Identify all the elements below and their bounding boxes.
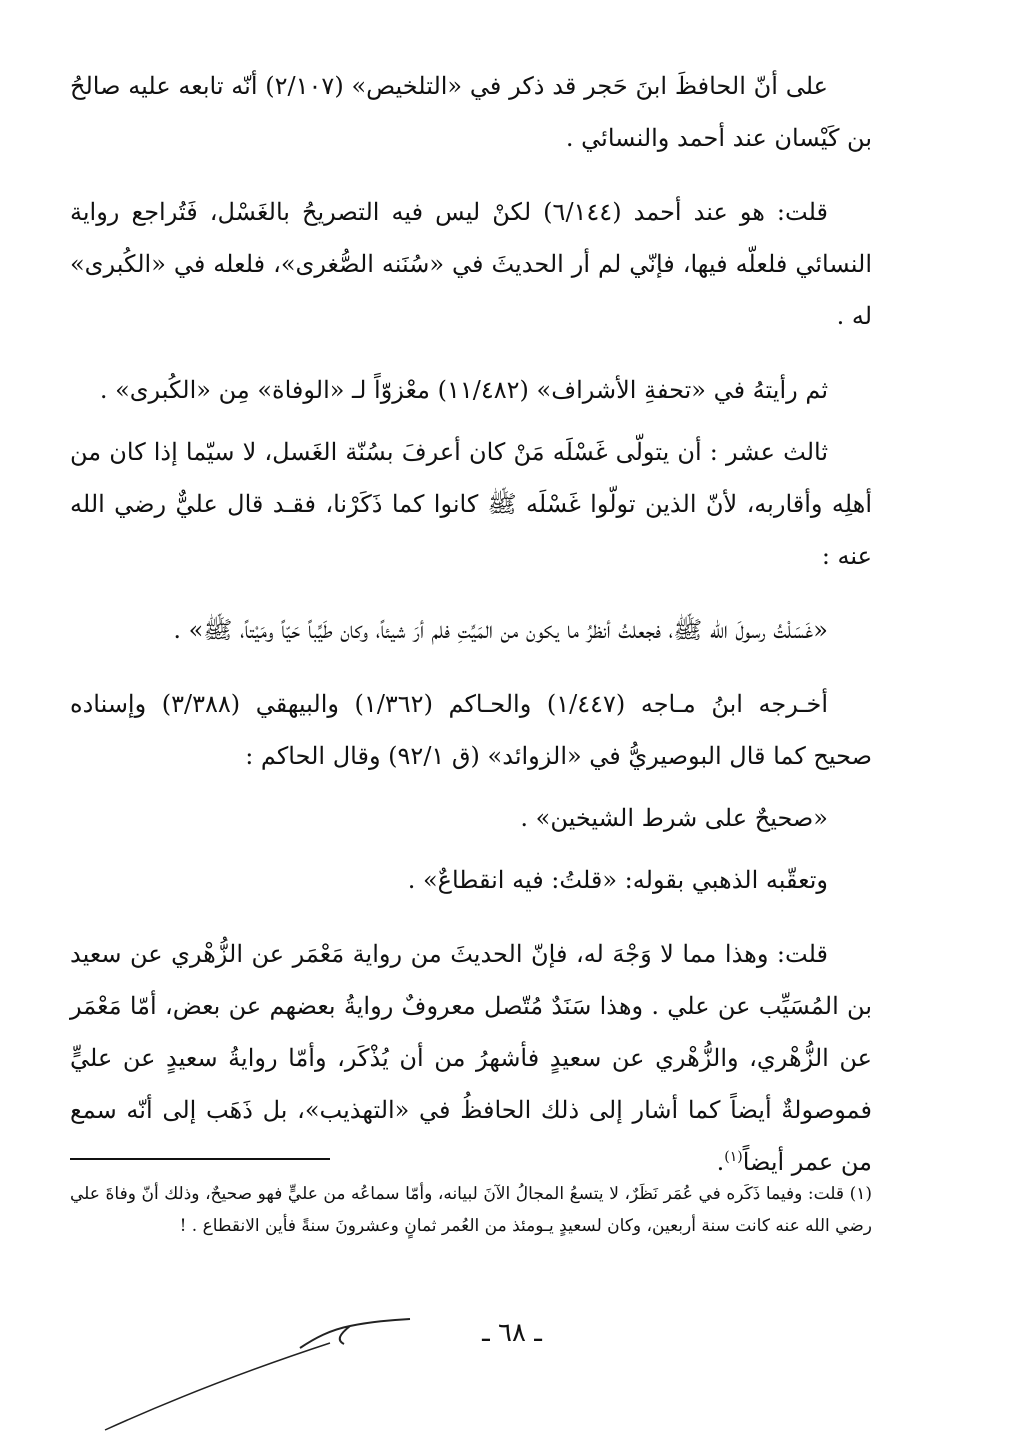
paragraph-6: أخـرجه ابنُ مـاجه (١/٤٤٧) والحـاكم (١/٣٦٢) والبيهقي (٣/٣٨٨) وإسناده صحيح كما قال البوصيريُّ في «الزوائد» (ق ٩٢/١) وقال الحاكم : bbox=[70, 690, 872, 770]
paragraph-9 bbox=[70, 928, 872, 1188]
paragraph-9-end: . bbox=[716, 1148, 725, 1176]
page-number: ـ ٦٨ ـ bbox=[482, 1318, 542, 1348]
footnote: (١) قلت: وفيما ذَكَره في عُمَر نَظَرٌ، لا يتسعُ المجالُ الآنَ لبيانه، وأمّا سماعُه من عليٍّ فهو صحيحٌ، وذلك أنّ وفاةَ علي رضي الله عنه كانت سنة أربعين، وكان لسعيدٍ يـومئذ من العُمر ثمانٍ وعشرونَ سنةً فأين الانقطاع . ! bbox=[70, 1184, 872, 1236]
paragraph-9-text: قلت: وهذا مما لا وَجْهَ له، فإنّ الحديثَ من رواية مَعْمَر عن الزُّهْري عن سعيد بن المُسَيِّب عن علي . وهذا سَنَدٌ مُتّصل معروفٌ روايةُ بعضهم عن بعض، أمّا مَعْمَر عن الزُّهْري، والزُّهْري عن سعيدٍ فأشهرُ من أن يُذْكَر، وأمّا روايةُ سعيدٍ عن عليٍّ فموصولةٌ أيضاً كما أشار إلى ذلك الحافظُ في «التهذيب»، بل ذَهَب إلى أنّه سمع من عمر أيضاً bbox=[70, 940, 873, 1176]
main-text bbox=[70, 60, 872, 1198]
quote-paragraph: «غَسَلْتُ رسولَ الله ﷺ، فجعلتُ أنظرُ ما يكون من المَيِّتِ فلم أرَ شيئاً، وكان طَيِّباً حَيّاً ومَيْتاً، ﷺ» . bbox=[173, 616, 828, 644]
paragraph-3: ثم رأيتهُ في «تحفةِ الأشراف» (١١/٤٨٢) معْزوّاً لـ «الوفاة» مِن «الكُبرى» . bbox=[99, 376, 828, 404]
paragraph-8: وتعقّبه الذهبي بقوله: «قلتُ: فيه انقطاعٌ» . bbox=[407, 866, 828, 894]
footnote-reference[interactable]: (١) bbox=[724, 1149, 743, 1165]
handwritten-scribble bbox=[100, 1318, 430, 1438]
footnote-divider bbox=[70, 1158, 330, 1160]
paragraph-2: قلت: هو عند أحمد (٦/١٤٤) لكنْ ليس فيه التصريحُ بالغَسْل، فَتُراجع رواية النسائي فلعلّه فيها، فإنّي لم أر الحديثَ في «سُنَنه الصُّغرى»، فلعله في «الكُبرى» له . bbox=[70, 198, 872, 330]
paragraph-4: ثالث عشر : أن يتولّى غَسْلَه مَنْ كان أعرفَ بسُنّة الغَسل، لا سيّما إذا كان من أهلِه وأقاربه، لأنّ الذين تولّوا غَسْلَه ﷺ كانوا كما ذَكَرْنا، فقـد قال عليٌّ رضي الله عنه : bbox=[70, 438, 872, 570]
paragraph-1: على أنّ الحافظَ ابنَ حَجر قد ذكر في «التلخيص» (٢/١٠٧) أنّه تابعه عليه صالحُ بن كَيْسان عند أحمد والنسائي . bbox=[70, 72, 872, 152]
quote-sahih: «صحيحٌ على شرط الشيخين» . bbox=[520, 804, 828, 832]
